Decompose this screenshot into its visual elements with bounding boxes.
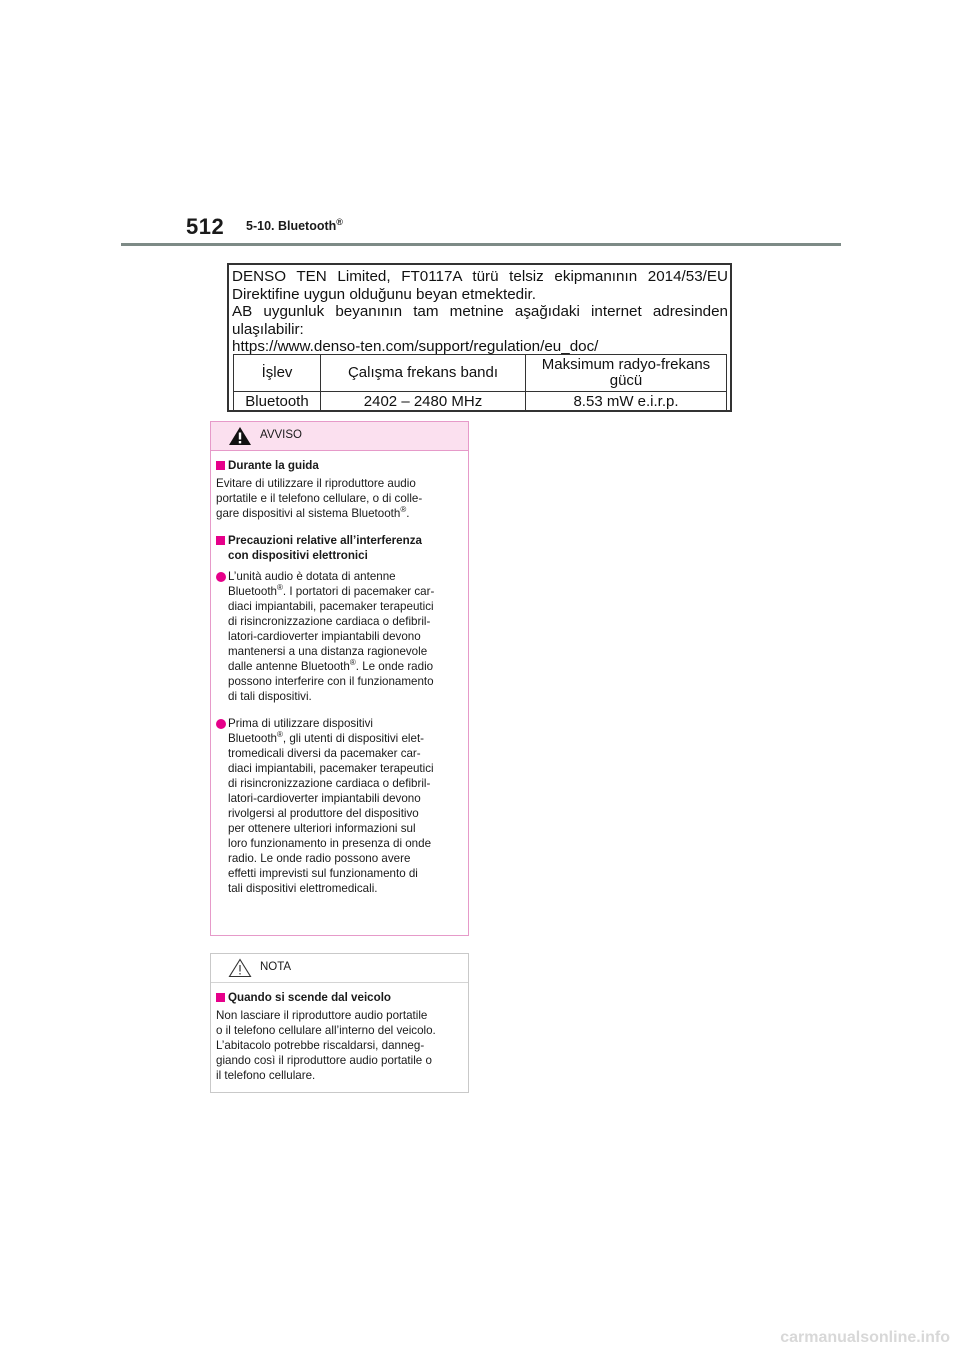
registered-mark: ® xyxy=(349,658,356,668)
text-line: latori-cardioverter impiantabili devono xyxy=(228,630,421,643)
text-line: tromedicali diversi da pacemaker car- xyxy=(228,747,421,760)
heading-text: con dispositivi elettronici xyxy=(228,549,368,562)
text-line: Non lasciare il riproduttore audio portatile xyxy=(216,1009,428,1022)
table-header-row xyxy=(234,355,727,392)
text-line: diaci impiantabili, pacemaker terapeutici xyxy=(228,762,434,775)
heading-text: Quando si scende dal veicolo xyxy=(228,991,392,1004)
frequency-table xyxy=(233,354,727,412)
section-heading xyxy=(216,458,463,473)
text-line: L’unità audio è dotata di antenne xyxy=(228,570,396,583)
table-header-cell: İşlev xyxy=(234,355,321,392)
table-cell: 8.53 mW e.i.r.p. xyxy=(526,392,727,412)
paragraph xyxy=(216,1008,463,1083)
circle-bullet-icon xyxy=(216,572,226,582)
text-line: mantenersi a una distanza ragionevole xyxy=(228,645,428,658)
square-bullet-icon xyxy=(216,461,225,470)
text-line: tali dispositivi elettromedicali. xyxy=(228,882,378,895)
note-box xyxy=(210,953,469,1093)
heading-text: Durante la guida xyxy=(228,459,319,472)
note-label: NOTA xyxy=(260,961,292,973)
square-bullet-icon xyxy=(216,536,225,545)
list-item xyxy=(216,716,463,896)
text-line: il telefono cellulare. xyxy=(216,1069,316,1082)
warning-label: AVVISO xyxy=(260,429,302,441)
text-line: latori-cardioverter impiantabili devono xyxy=(228,792,421,805)
text-line: o il telefono cellulare all’interno del veicolo. xyxy=(216,1024,436,1037)
text-line: radio. Le onde radio possono avere xyxy=(228,852,411,865)
text-line: portatile e il telefono cellulare, o di colle- xyxy=(216,492,423,505)
text-line: L’abitacolo potrebbe riscaldarsi, danneg- xyxy=(216,1039,425,1052)
table-cell: Bluetooth xyxy=(234,392,321,412)
section-title xyxy=(246,216,343,233)
warning-box xyxy=(210,421,469,936)
declaration-line: AB uygunluk beyanının tam metnine aşağıdaki internet adresinden xyxy=(232,303,728,320)
heading-text: Precauzioni relative all’interferenza xyxy=(228,534,422,547)
watermark: carmanualsonline.info xyxy=(780,1329,950,1346)
text-line: per ottenere ulteriori informazioni sul xyxy=(228,822,416,835)
declaration-block xyxy=(227,263,732,412)
declaration-url: https://www.denso-ten.com/support/regulation/eu_doc/ xyxy=(232,338,599,355)
caution-triangle-icon xyxy=(228,958,252,978)
table-header-cell: Çalışma frekans bandı xyxy=(321,355,526,392)
text-line: possono interferire con il funzionamento xyxy=(228,675,434,688)
text-line: loro funzionamento in presenza di onde xyxy=(228,837,432,850)
registered-mark: ® xyxy=(277,730,283,740)
text-line: Prima di utilizzare dispositivi xyxy=(228,717,373,730)
table-row xyxy=(234,392,727,412)
warning-body xyxy=(211,451,468,896)
table-cell: 2402 – 2480 MHz xyxy=(321,392,526,412)
table-header-cell: Maksimum radyo-frekans gücü xyxy=(526,355,727,392)
page-number: 512 xyxy=(186,214,225,239)
text-line: , gli utenti di dispositivi elet- xyxy=(282,732,425,745)
warning-triangle-icon xyxy=(228,426,252,446)
registered-mark: ® xyxy=(400,505,407,515)
circle-bullet-icon xyxy=(216,719,226,729)
declaration-line: Direktifine uygun olduğunu beyan etmektedir. xyxy=(232,285,536,303)
text-line: . xyxy=(406,507,410,520)
header-rule xyxy=(121,243,841,246)
declaration-line: ulaşılabilir: xyxy=(232,320,304,338)
text-line: di tali dispositivi. xyxy=(228,690,312,703)
text-line: . I portatori di pacemaker car- xyxy=(282,585,435,598)
section-title-text: 5-10. Bluetooth xyxy=(246,219,337,233)
text-line: Bluetooth xyxy=(228,732,277,745)
text-line: gare dispositivi al sistema Bluetooth xyxy=(216,507,401,520)
text-line: di risincronizzazione cardiaca o defibril- xyxy=(228,777,431,790)
section-heading xyxy=(216,533,463,563)
text-line: di risincronizzazione cardiaca o defibril- xyxy=(228,615,431,628)
text-line: effetti imprevisti sul funzionamento di xyxy=(228,867,418,880)
text-line: Evitare di utilizzare il riproduttore audio xyxy=(216,477,416,490)
note-box-header xyxy=(211,954,468,983)
text-line: dalle antenne Bluetooth xyxy=(228,660,350,673)
square-bullet-icon xyxy=(216,993,225,1002)
text-line: rivolgersi al produttore del dispositivo xyxy=(228,807,419,820)
text-line: giando così il riproduttore audio portatile o xyxy=(216,1054,432,1067)
registered-mark: ® xyxy=(277,583,283,593)
text-line: . Le onde radio xyxy=(355,660,434,673)
paragraph xyxy=(216,476,463,521)
note-body xyxy=(211,983,468,1083)
registered-mark: ® xyxy=(336,216,343,227)
section-heading xyxy=(216,990,463,1005)
text-line: diaci impiantabili, pacemaker terapeutici xyxy=(228,600,434,613)
list-item xyxy=(216,569,463,704)
declaration-line: DENSO TEN Limited, FT0117A türü telsiz ekipmanının 2014/53/EU xyxy=(232,268,728,285)
text-line: Bluetooth xyxy=(228,585,277,598)
warning-box-header xyxy=(211,422,468,451)
